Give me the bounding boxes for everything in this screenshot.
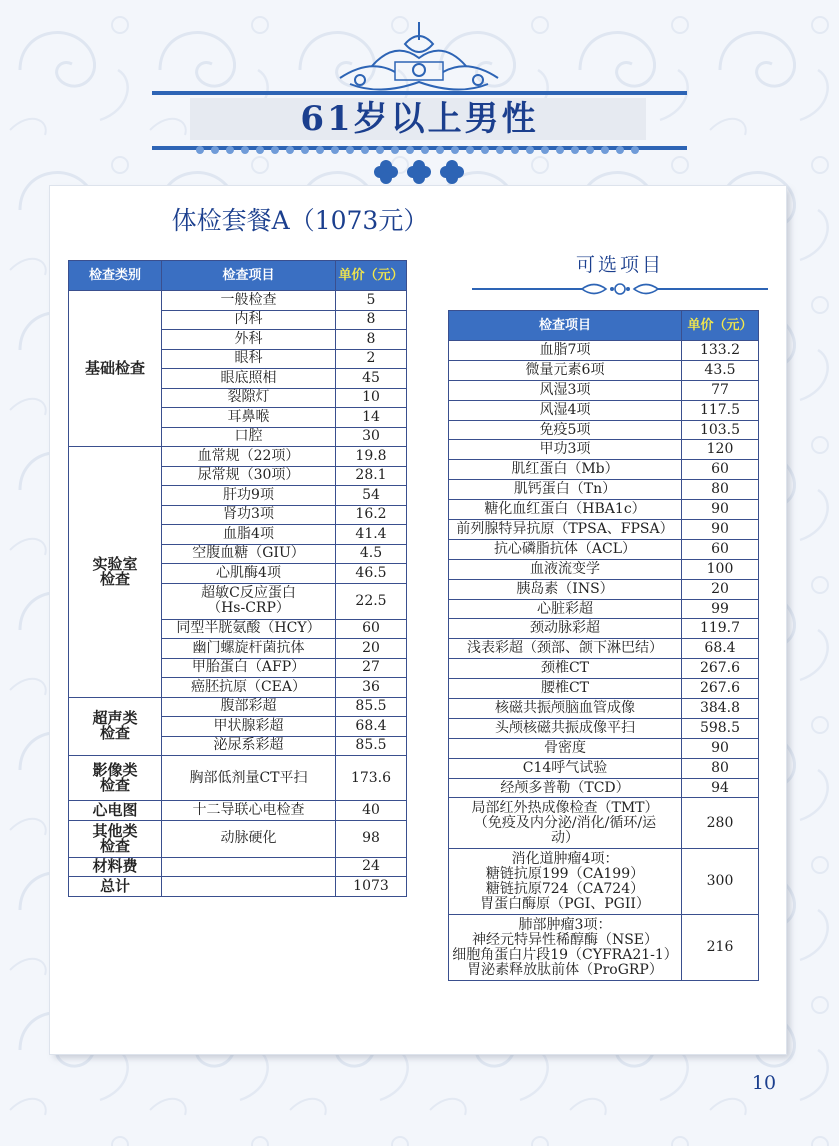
item-price-cell: 1073 <box>336 877 407 897</box>
optional-item-name-cell: 颈椎CT <box>449 659 682 679</box>
item-name-cell: 超敏C反应蛋白 （Hs-CRP） <box>162 583 336 619</box>
item-price-cell: 22.5 <box>336 583 407 619</box>
item-name-cell: 一般检查 <box>162 291 336 311</box>
item-name-cell: 泌尿系彩超 <box>162 736 336 756</box>
optional-item-price-cell: 60 <box>682 539 759 559</box>
optional-item-name-cell: 骨密度 <box>449 738 682 758</box>
package-table-header <box>69 261 407 291</box>
table-row <box>449 849 759 915</box>
optional-item-name-cell: 前列腺特异抗原（TPSA、FPSA） <box>449 520 682 540</box>
optional-item-name-cell: 胰岛素（INS） <box>449 579 682 599</box>
optional-item-name-cell: 消化道肿瘤4项： 糖链抗原199（CA199） 糖链抗原724（CA724） 胃蛋白酶原（PGI、PGII） <box>449 849 682 915</box>
table-row <box>449 460 759 480</box>
table-row <box>449 539 759 559</box>
package-table-body <box>69 291 407 897</box>
package-title: 体检套餐A（1073元） <box>171 206 429 235</box>
item-price-cell: 68.4 <box>336 717 407 737</box>
item-name-cell: 同型半胱氨酸（HCY） <box>162 619 336 639</box>
table-row <box>449 500 759 520</box>
optional-item-name-cell: 风湿3项 <box>449 380 682 400</box>
table-row <box>69 697 407 717</box>
table-row <box>69 447 407 467</box>
optional-item-name-cell: 抗心磷脂抗体（ACL） <box>449 539 682 559</box>
optional-item-price-cell: 90 <box>682 738 759 758</box>
item-price-cell: 2 <box>336 349 407 369</box>
optional-item-price-cell: 300 <box>682 849 759 915</box>
optional-item-name-cell: 微量元素6项 <box>449 360 682 380</box>
table-row <box>449 559 759 579</box>
item-name-cell: 眼科 <box>162 349 336 369</box>
optional-item-name-cell: 经颅多普勒（TCD） <box>449 778 682 798</box>
optional-item-name-cell: 局部红外热成像检查（TMT） （免疫及内分泌/消化/循环/运 动） <box>449 798 682 849</box>
item-price-cell: 8 <box>336 330 407 350</box>
item-price-cell: 19.8 <box>336 447 407 467</box>
optional-item-price-cell: 216 <box>682 915 759 981</box>
optional-items-title: 可选项目 <box>575 254 664 276</box>
item-price-cell: 36 <box>336 678 407 698</box>
category-cell: 总计 <box>69 877 162 897</box>
table-row <box>449 778 759 798</box>
page-number: 10 <box>751 1072 777 1094</box>
optional-item-price-cell: 77 <box>682 380 759 400</box>
item-name-cell: 耳鼻喉 <box>162 408 336 428</box>
item-price-cell: 24 <box>336 857 407 877</box>
item-name-cell: 内科 <box>162 310 336 330</box>
item-name-cell: 肾功3项 <box>162 505 336 525</box>
item-price-cell: 85.5 <box>336 697 407 717</box>
item-price-cell: 41.4 <box>336 525 407 545</box>
optional-table-header <box>449 311 759 341</box>
optional-item-name-cell: 风湿4项 <box>449 400 682 420</box>
optional-item-price-cell: 43.5 <box>682 360 759 380</box>
optional-item-name-cell: 浅表彩超（颈部、颌下淋巴结） <box>449 639 682 659</box>
table-row <box>449 599 759 619</box>
optional-item-name-cell: 免疫5项 <box>449 420 682 440</box>
optional-header-item: 检查项目 <box>449 311 682 341</box>
optional-item-price-cell: 267.6 <box>682 679 759 699</box>
table-row <box>449 579 759 599</box>
item-price-cell: 85.5 <box>336 736 407 756</box>
optional-title-ornament <box>472 278 768 300</box>
table-row <box>69 291 407 311</box>
optional-item-name-cell: 头颅核磁共振成像平扫 <box>449 718 682 738</box>
item-name-cell: 肝功9项 <box>162 486 336 506</box>
optional-item-name-cell: 血液流变学 <box>449 559 682 579</box>
table-row <box>449 659 759 679</box>
item-name-cell: 甲状腺彩超 <box>162 717 336 737</box>
table-row <box>449 400 759 420</box>
optional-item-price-cell: 80 <box>682 480 759 500</box>
optional-item-price-cell: 94 <box>682 778 759 798</box>
item-name-cell: 血常规（22项） <box>162 447 336 467</box>
table-row <box>69 877 407 897</box>
item-name-cell: 甲胎蛋白（AFP） <box>162 658 336 678</box>
item-name-cell <box>162 877 336 897</box>
item-price-cell: 20 <box>336 639 407 659</box>
optional-items-table <box>448 310 759 981</box>
item-name-cell: 尿常规（30项） <box>162 466 336 486</box>
item-price-cell: 28.1 <box>336 466 407 486</box>
table-row <box>449 679 759 699</box>
category-cell: 基础检查 <box>69 291 162 447</box>
optional-item-name-cell: 腰椎CT <box>449 679 682 699</box>
page-title: 61岁以上男性 <box>300 99 539 139</box>
optional-item-price-cell: 103.5 <box>682 420 759 440</box>
table-row <box>69 857 407 877</box>
table-row <box>69 801 407 821</box>
table-row <box>449 341 759 361</box>
category-cell: 实验室 检查 <box>69 447 162 698</box>
optional-item-price-cell: 120 <box>682 440 759 460</box>
optional-item-name-cell: 肌钙蛋白（Tn） <box>449 480 682 500</box>
optional-item-name-cell: 心脏彩超 <box>449 599 682 619</box>
optional-item-name-cell: 核磁共振颅脑血管成像 <box>449 699 682 719</box>
item-price-cell: 5 <box>336 291 407 311</box>
optional-item-name-cell: 颈动脉彩超 <box>449 619 682 639</box>
item-price-cell: 60 <box>336 619 407 639</box>
optional-item-price-cell: 117.5 <box>682 400 759 420</box>
table-row <box>449 520 759 540</box>
optional-item-price-cell: 90 <box>682 500 759 520</box>
optional-item-price-cell: 60 <box>682 460 759 480</box>
header-price: 单价（元） <box>336 261 407 291</box>
item-name-cell: 胸部低剂量CT平扫 <box>162 756 336 801</box>
item-name-cell <box>162 857 336 877</box>
item-price-cell: 27 <box>336 658 407 678</box>
table-row <box>449 915 759 981</box>
item-price-cell: 16.2 <box>336 505 407 525</box>
item-price-cell: 46.5 <box>336 564 407 584</box>
item-name-cell: 幽门螺旋杆菌抗体 <box>162 639 336 659</box>
package-table <box>68 260 407 897</box>
optional-item-price-cell: 99 <box>682 599 759 619</box>
item-name-cell: 动脉硬化 <box>162 820 336 857</box>
optional-item-price-cell: 598.5 <box>682 718 759 738</box>
optional-item-price-cell: 133.2 <box>682 341 759 361</box>
item-name-cell: 空腹血糖（GIU） <box>162 544 336 564</box>
item-name-cell: 十二导联心电检查 <box>162 801 336 821</box>
table-row <box>69 820 407 857</box>
category-cell: 影像类 检查 <box>69 756 162 801</box>
item-price-cell: 40 <box>336 801 407 821</box>
header-item: 检查项目 <box>162 261 336 291</box>
table-row <box>449 639 759 659</box>
item-price-cell: 14 <box>336 408 407 428</box>
item-name-cell: 癌胚抗原（CEA） <box>162 678 336 698</box>
table-row <box>449 738 759 758</box>
optional-header-price: 单价（元） <box>682 311 759 341</box>
item-name-cell: 血脂4项 <box>162 525 336 545</box>
optional-item-name-cell: 血脂7项 <box>449 341 682 361</box>
optional-item-name-cell: C14呼气试验 <box>449 758 682 778</box>
item-price-cell: 8 <box>336 310 407 330</box>
item-price-cell: 98 <box>336 820 407 857</box>
optional-item-name-cell: 肌红蛋白（Mb） <box>449 460 682 480</box>
optional-item-price-cell: 20 <box>682 579 759 599</box>
optional-item-name-cell: 甲功3项 <box>449 440 682 460</box>
optional-item-price-cell: 100 <box>682 559 759 579</box>
category-cell: 超声类 检查 <box>69 697 162 756</box>
table-row <box>449 619 759 639</box>
table-row <box>449 380 759 400</box>
table-row <box>69 756 407 801</box>
item-name-cell: 眼底照相 <box>162 369 336 389</box>
table-row <box>449 440 759 460</box>
header-category: 检查类别 <box>69 261 162 291</box>
table-row <box>449 480 759 500</box>
item-name-cell: 裂隙灯 <box>162 388 336 408</box>
item-name-cell: 外科 <box>162 330 336 350</box>
item-price-cell: 54 <box>336 486 407 506</box>
table-row <box>449 699 759 719</box>
item-price-cell: 173.6 <box>336 756 407 801</box>
optional-item-price-cell: 80 <box>682 758 759 778</box>
item-name-cell: 心肌酶4项 <box>162 564 336 584</box>
optional-item-price-cell: 119.7 <box>682 619 759 639</box>
table-row <box>449 360 759 380</box>
item-price-cell: 30 <box>336 427 407 447</box>
optional-table-body <box>449 341 759 981</box>
optional-item-price-cell: 90 <box>682 520 759 540</box>
optional-item-price-cell: 280 <box>682 798 759 849</box>
item-price-cell: 45 <box>336 369 407 389</box>
item-price-cell: 4.5 <box>336 544 407 564</box>
category-cell: 其他类 检查 <box>69 820 162 857</box>
category-cell: 心电图 <box>69 801 162 821</box>
header-ornament <box>0 0 839 190</box>
table-row <box>449 758 759 778</box>
table-row <box>449 420 759 440</box>
optional-item-price-cell: 68.4 <box>682 639 759 659</box>
optional-item-name-cell: 糖化血红蛋白（HBA1c） <box>449 500 682 520</box>
item-price-cell: 10 <box>336 388 407 408</box>
table-row <box>449 718 759 738</box>
table-row <box>449 798 759 849</box>
optional-item-name-cell: 肺部肿瘤3项： 神经元特异性稀醇酶（NSE） 细胞角蛋白片段19（CYFRA21-1） 胃泌素释放肽前体（ProGRP） <box>449 915 682 981</box>
item-name-cell: 腹部彩超 <box>162 697 336 717</box>
optional-item-price-cell: 384.8 <box>682 699 759 719</box>
category-cell: 材料费 <box>69 857 162 877</box>
optional-item-price-cell: 267.6 <box>682 659 759 679</box>
item-name-cell: 口腔 <box>162 427 336 447</box>
